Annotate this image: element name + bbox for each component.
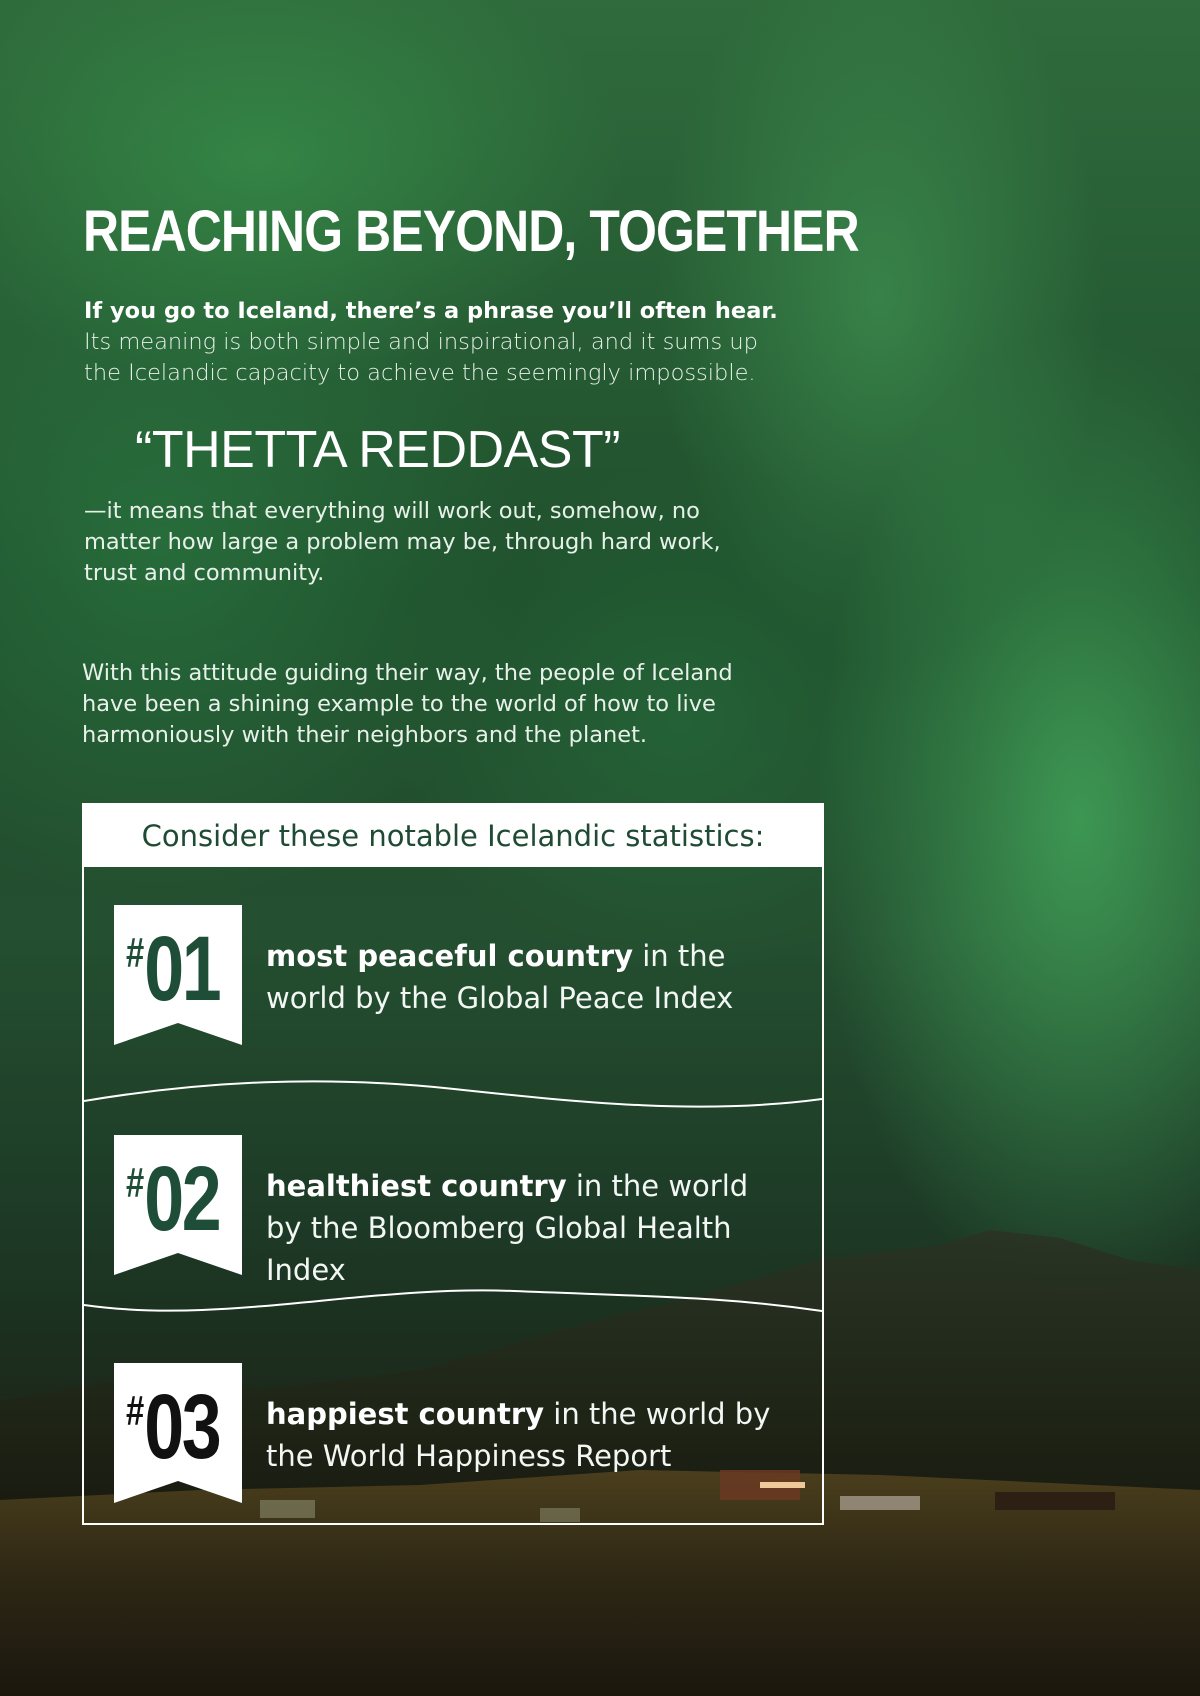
rank-hash: # [126,929,145,976]
rank-number [126,1376,220,1478]
rank-badge [114,1135,242,1275]
stat-detail: in the world by the Bloomberg Global Health Index [266,1169,749,1287]
rank-number [126,1148,220,1250]
stat-item-health [114,1135,814,1287]
page-title: REACHING BEYOND, TOGETHER [83,199,859,264]
statistics-panel [82,803,824,1525]
intro-body: Its meaning is both simple and inspirational, and it sums up the Icelandic capacity to achieve the seemingly impossible. [84,329,758,386]
stat-description [266,935,786,1019]
rank-badge [114,905,242,1045]
stat-highlight: most peaceful country [266,939,633,973]
phrase-meaning: —it means that everything will work out, somehow, no matter how large a problem may be, through hard work, trust and community. [84,498,721,586]
stat-item-peace [114,905,814,1045]
rank-digits: 03 [144,1376,220,1478]
stat-item-happiness [114,1363,814,1503]
stat-detail: in the world by the Global Peace Index [266,939,734,1015]
rank-hash: # [126,1387,145,1434]
wave-divider [84,1075,822,1115]
rank-badge [114,1363,242,1503]
stat-detail: in the world by the World Happiness Report [266,1397,771,1473]
rank-hash: # [126,1159,145,1206]
stat-highlight: healthiest country [266,1169,567,1203]
stat-description [266,1393,786,1477]
intro-lead: If you go to Iceland, there’s a phrase you’ll often hear. [84,298,778,324]
stat-description [266,1165,786,1291]
wave-divider [84,1285,822,1325]
intro-paragraph [84,296,784,389]
rank-number [126,918,220,1020]
rank-digits: 01 [144,918,220,1020]
statistics-header: Consider these notable Icelandic statistics: [84,805,822,867]
stat-highlight: happiest country [266,1397,545,1431]
attitude-paragraph: With this attitude guiding their way, the people of Iceland have been a shining example to the world of how to live harmoniously with their neighbors and the planet. [82,660,733,748]
icelandic-phrase: “THETTA REDDAST” [135,421,621,479]
rank-digits: 02 [144,1148,220,1250]
